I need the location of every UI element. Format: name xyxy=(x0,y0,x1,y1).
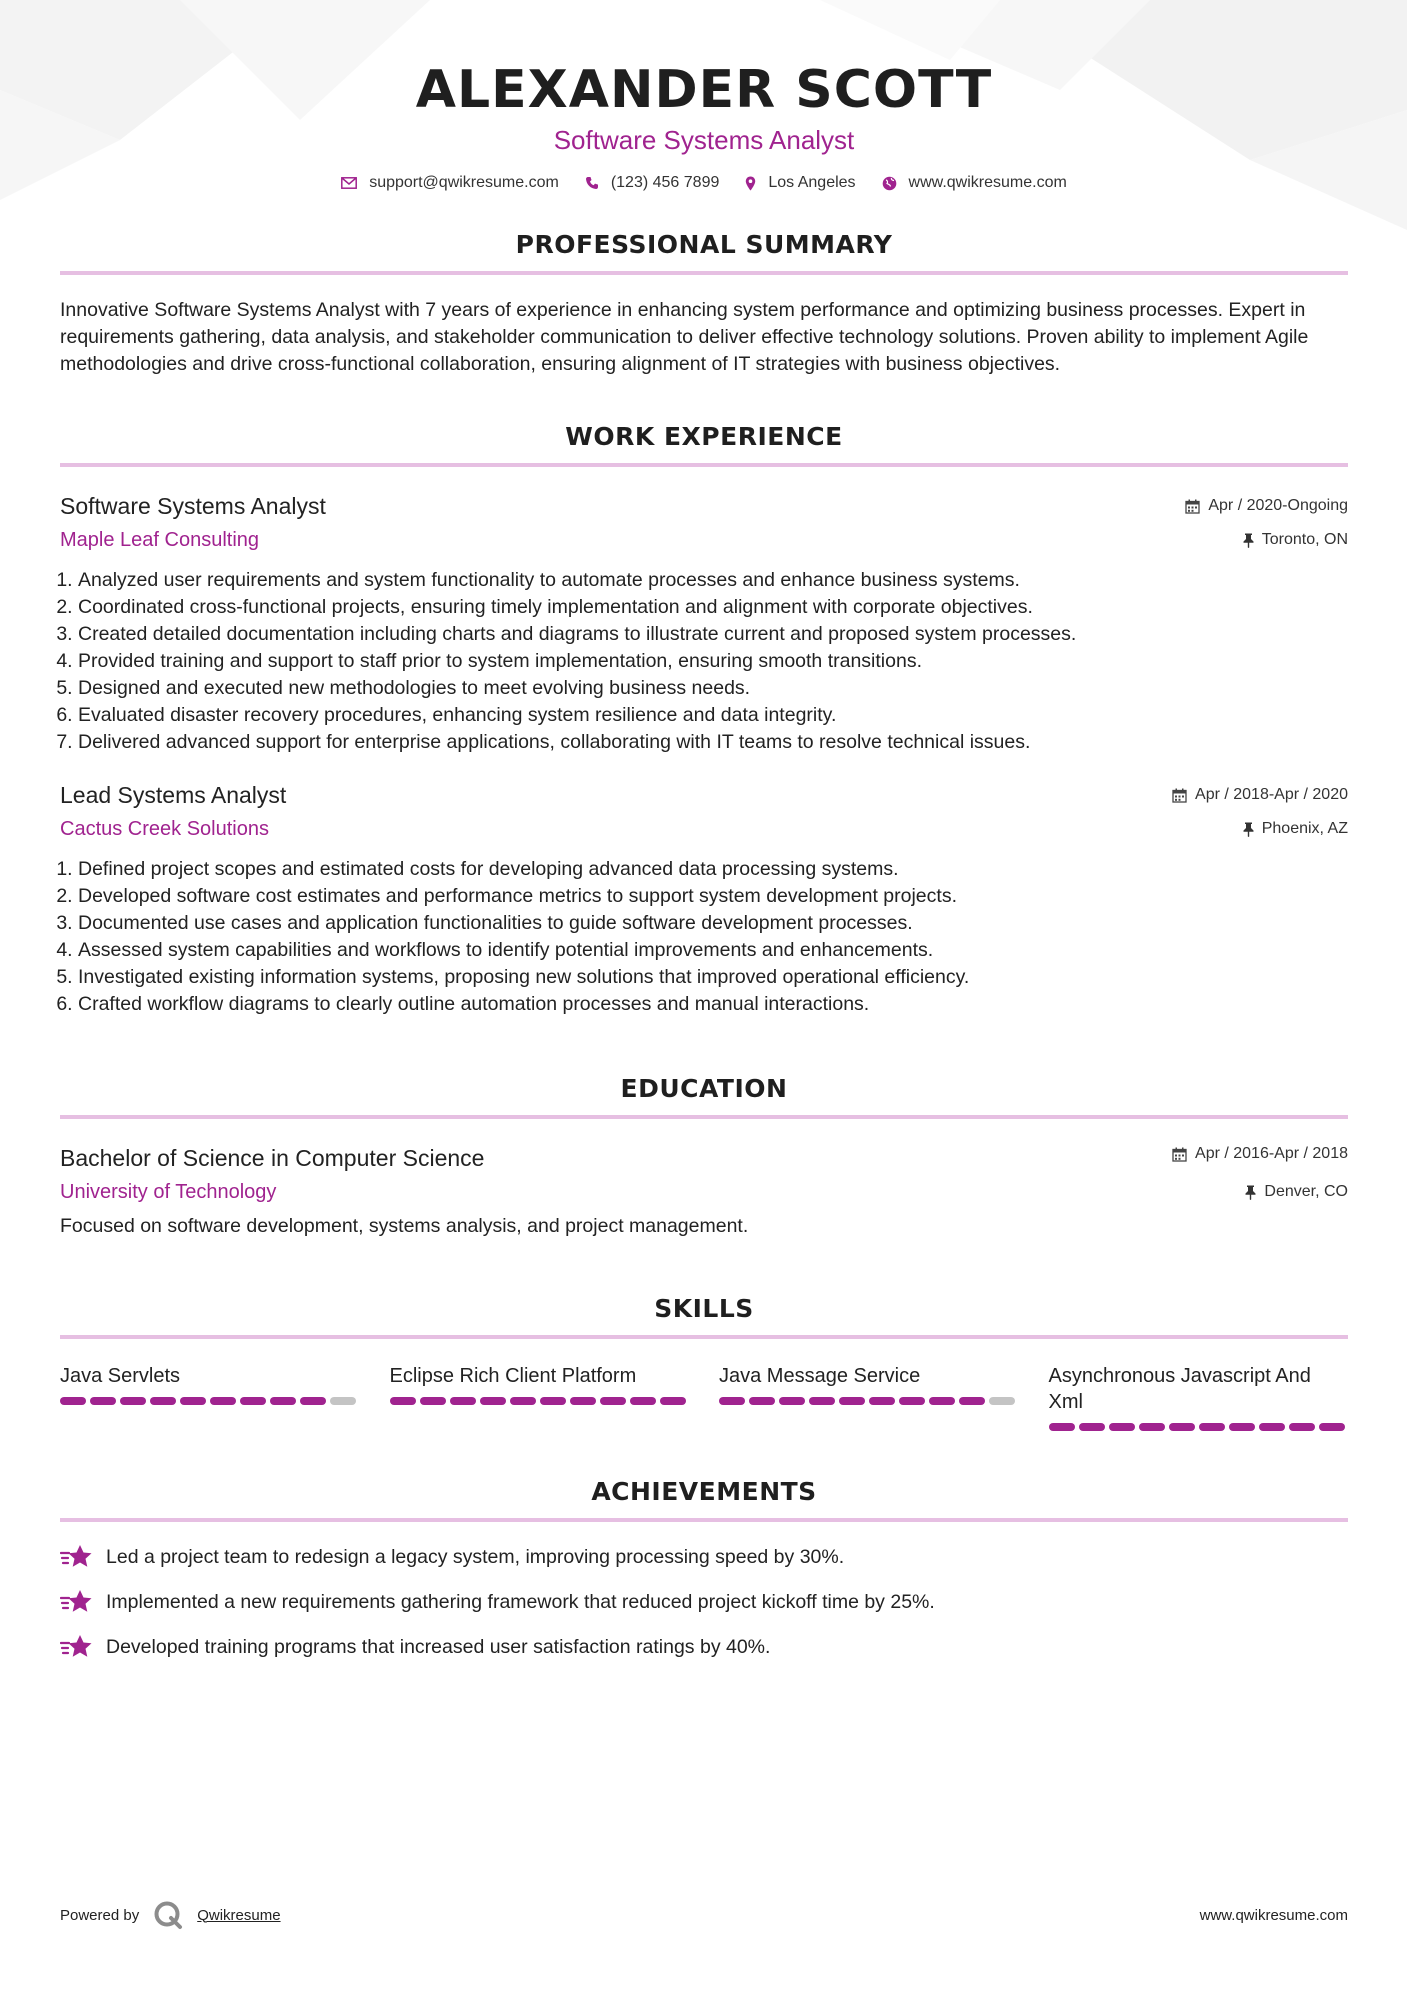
skill-segment-filled xyxy=(899,1397,925,1405)
skill-segment-filled xyxy=(570,1397,596,1405)
skill-segment-filled xyxy=(1139,1423,1165,1431)
skill-segment-empty xyxy=(989,1397,1015,1405)
job-bullets xyxy=(60,856,1348,1018)
skill-segment-filled xyxy=(959,1397,985,1405)
skill-segment-filled xyxy=(1259,1423,1285,1431)
skill-segment-filled xyxy=(600,1397,626,1405)
skill-level-bar xyxy=(1049,1423,1349,1431)
skill-name: Java Servlets xyxy=(60,1365,181,1387)
achievements-list xyxy=(60,1544,1348,1660)
skill-level-bar xyxy=(60,1397,360,1405)
qwikresume-link[interactable]: Qwikresume xyxy=(197,1906,281,1924)
job-bullet: 4. Assessed system capabilities and workflows to identify potential improvements and enhancements. xyxy=(78,937,1348,964)
map-marker-icon xyxy=(745,176,756,191)
skill-segment-filled xyxy=(480,1397,506,1405)
education-dates: Apr / 2016-Apr / 2018 xyxy=(1195,1145,1348,1162)
skill-name: Asynchronous Javascript And Xml xyxy=(1048,1365,1311,1413)
job-dates: Apr / 2018-Apr / 2020 xyxy=(1195,786,1348,803)
skill-segment-filled xyxy=(180,1397,206,1405)
contact-bar xyxy=(60,174,1348,192)
skill-item xyxy=(390,1363,690,1431)
achievement-item xyxy=(60,1589,1348,1615)
skills-section xyxy=(60,1294,1348,1431)
job-entry xyxy=(60,491,1348,756)
skill-segment-filled xyxy=(660,1397,686,1405)
skill-segment-filled xyxy=(1079,1423,1105,1431)
job-bullet: 2. Coordinated cross-functional projects, ensuring timely implementation and alignment with corporate objectives. xyxy=(78,594,1348,621)
envelope-icon xyxy=(341,177,357,189)
contact-website[interactable] xyxy=(882,174,1067,192)
skill-segment-filled xyxy=(270,1397,296,1405)
job-bullet: 4. Provided training and support to staff prior to system implementation, ensuring smooth transitions. xyxy=(78,648,1348,675)
job-bullet: 1. Analyzed user requirements and system functionality to automate processes and enhance business systems. xyxy=(78,567,1348,594)
phone-icon xyxy=(585,176,599,190)
candidate-title: Software Systems Analyst xyxy=(553,125,855,155)
contact-phone-text: (123) 456 7899 xyxy=(610,174,720,191)
job-bullet: 2. Developed software cost estimates and performance metrics to support system development projects. xyxy=(78,883,1348,910)
pushpin-icon xyxy=(1245,1185,1256,1200)
skill-segment-filled xyxy=(1199,1423,1225,1431)
education-entry xyxy=(60,1143,1348,1240)
school-name: University of Technology xyxy=(60,1181,277,1203)
job-company: Maple Leaf Consulting xyxy=(60,529,260,551)
powered-by-label: Powered by xyxy=(60,1906,140,1924)
contact-website-text: www.qwikresume.com xyxy=(908,174,1067,191)
skill-segment-filled xyxy=(1049,1423,1075,1431)
skill-segment-filled xyxy=(1289,1423,1315,1431)
job-company: Cactus Creek Solutions xyxy=(60,818,269,840)
job-bullet: 7. Delivered advanced support for enterprise applications, collaborating with IT teams to resolve technical issues. xyxy=(78,729,1348,756)
education-section xyxy=(60,1074,1348,1240)
education-location: Denver, CO xyxy=(1264,1183,1348,1200)
job-title: Lead Systems Analyst xyxy=(60,782,287,808)
skill-segment-filled xyxy=(450,1397,476,1405)
experience-section xyxy=(60,422,1348,1018)
achievement-text: Implemented a new requirements gathering framework that reduced project kickoff time by 25%. xyxy=(106,1591,935,1613)
skill-segment-filled xyxy=(779,1397,805,1405)
pushpin-icon xyxy=(1243,822,1254,837)
skill-segment-filled xyxy=(869,1397,895,1405)
skill-level-bar xyxy=(390,1397,690,1405)
contact-location-text: Los Angeles xyxy=(768,174,856,191)
degree-title: Bachelor of Science in Computer Science xyxy=(60,1145,485,1171)
job-bullet: 6. Crafted workflow diagrams to clearly outline automation processes and manual interactions. xyxy=(78,991,1348,1018)
achievement-text: Developed training programs that increased user satisfaction ratings by 40%. xyxy=(106,1636,771,1658)
job-bullet: 6. Evaluated disaster recovery procedures, enhancing system resilience and data integrity. xyxy=(78,702,1348,729)
skills-heading: SKILLS xyxy=(60,1294,1348,1339)
skill-segment-filled xyxy=(210,1397,236,1405)
skills-list xyxy=(60,1363,1348,1431)
job-location: Toronto, ON xyxy=(1261,531,1348,548)
skill-segment-filled xyxy=(719,1397,745,1405)
skill-segment-filled xyxy=(809,1397,835,1405)
skill-segment-filled xyxy=(90,1397,116,1405)
globe-icon xyxy=(882,176,897,191)
job-bullets xyxy=(60,567,1348,756)
footer-url[interactable]: www.qwikresume.com xyxy=(1199,1906,1348,1924)
skill-segment-filled xyxy=(300,1397,326,1405)
skill-item xyxy=(1049,1363,1349,1431)
job-title: Software Systems Analyst xyxy=(60,493,326,519)
skill-segment-filled xyxy=(1109,1423,1135,1431)
candidate-name: ALEXANDER SCOTT xyxy=(415,60,993,120)
skill-segment-filled xyxy=(60,1397,86,1405)
achievement-item xyxy=(60,1634,1348,1660)
footer xyxy=(60,1900,1348,1930)
skill-segment-filled xyxy=(1169,1423,1195,1431)
skill-name: Java Message Service xyxy=(719,1365,921,1387)
education-description: Focused on software development, systems analysis, and project management. xyxy=(60,1215,749,1237)
summary-section xyxy=(60,230,1348,378)
skill-segment-filled xyxy=(1229,1423,1255,1431)
job-bullet: 3. Created detailed documentation including charts and diagrams to illustrate current and proposed system processes. xyxy=(78,621,1348,648)
skill-item xyxy=(60,1363,360,1431)
job-bullet: 5. Designed and executed new methodologies to meet evolving business needs. xyxy=(78,675,1348,702)
skill-segment-filled xyxy=(420,1397,446,1405)
skill-segment-filled xyxy=(929,1397,955,1405)
education-heading: EDUCATION xyxy=(60,1074,1348,1119)
job-entry xyxy=(60,780,1348,1018)
experience-heading: WORK EXPERIENCE xyxy=(60,422,1348,467)
contact-location xyxy=(745,174,855,192)
skill-segment-empty xyxy=(330,1397,356,1405)
skill-level-bar xyxy=(719,1397,1019,1405)
contact-email-text: support@qwikresume.com xyxy=(369,174,559,191)
job-location: Phoenix, AZ xyxy=(1261,820,1348,837)
skill-segment-filled xyxy=(630,1397,656,1405)
summary-text: Innovative Software Systems Analyst with 7 years of experience in enhancing system performance and optimizing business processes. Expert in requirements gathering, data analysis, and stakeholder communication to deliver effective technology solutions. Proven ability to implement Agile methodologies and drive cross-functional collaboration, ensuring alignment of IT strategies with business objectives. xyxy=(60,299,1309,375)
contact-phone[interactable] xyxy=(585,174,720,192)
skill-segment-filled xyxy=(1319,1423,1345,1431)
skill-segment-filled xyxy=(240,1397,266,1405)
skill-segment-filled xyxy=(839,1397,865,1405)
skill-segment-filled xyxy=(150,1397,176,1405)
resume-page xyxy=(60,0,1348,1679)
summary-heading: PROFESSIONAL SUMMARY xyxy=(60,230,1348,275)
achievements-section xyxy=(60,1477,1348,1660)
contact-email[interactable] xyxy=(341,174,559,192)
skill-name: Eclipse Rich Client Platform xyxy=(389,1365,637,1387)
qwikresume-logo-icon xyxy=(153,1900,183,1930)
job-dates: Apr / 2020-Ongoing xyxy=(1208,497,1348,514)
achievements-heading: ACHIEVEMENTS xyxy=(60,1477,1348,1522)
skill-segment-filled xyxy=(540,1397,566,1405)
skill-item xyxy=(719,1363,1019,1431)
pushpin-icon xyxy=(1243,533,1254,548)
skill-segment-filled xyxy=(510,1397,536,1405)
job-bullet: 5. Investigated existing information systems, proposing new solutions that improved operational efficiency. xyxy=(78,964,1348,991)
job-bullet: 1. Defined project scopes and estimated costs for developing advanced data processing systems. xyxy=(78,856,1348,883)
achievement-item xyxy=(60,1544,1348,1570)
star-icon xyxy=(60,1589,94,1615)
calendar-icon xyxy=(1172,1147,1187,1162)
star-icon xyxy=(60,1634,94,1660)
calendar-icon xyxy=(1172,788,1187,803)
star-icon xyxy=(60,1544,94,1570)
skill-segment-filled xyxy=(390,1397,416,1405)
skill-segment-filled xyxy=(120,1397,146,1405)
achievement-text: Led a project team to redesign a legacy system, improving processing speed by 30%. xyxy=(106,1546,845,1568)
calendar-icon xyxy=(1185,499,1200,514)
job-bullet: 3. Documented use cases and application functionalities to guide software development processes. xyxy=(78,910,1348,937)
skill-segment-filled xyxy=(749,1397,775,1405)
